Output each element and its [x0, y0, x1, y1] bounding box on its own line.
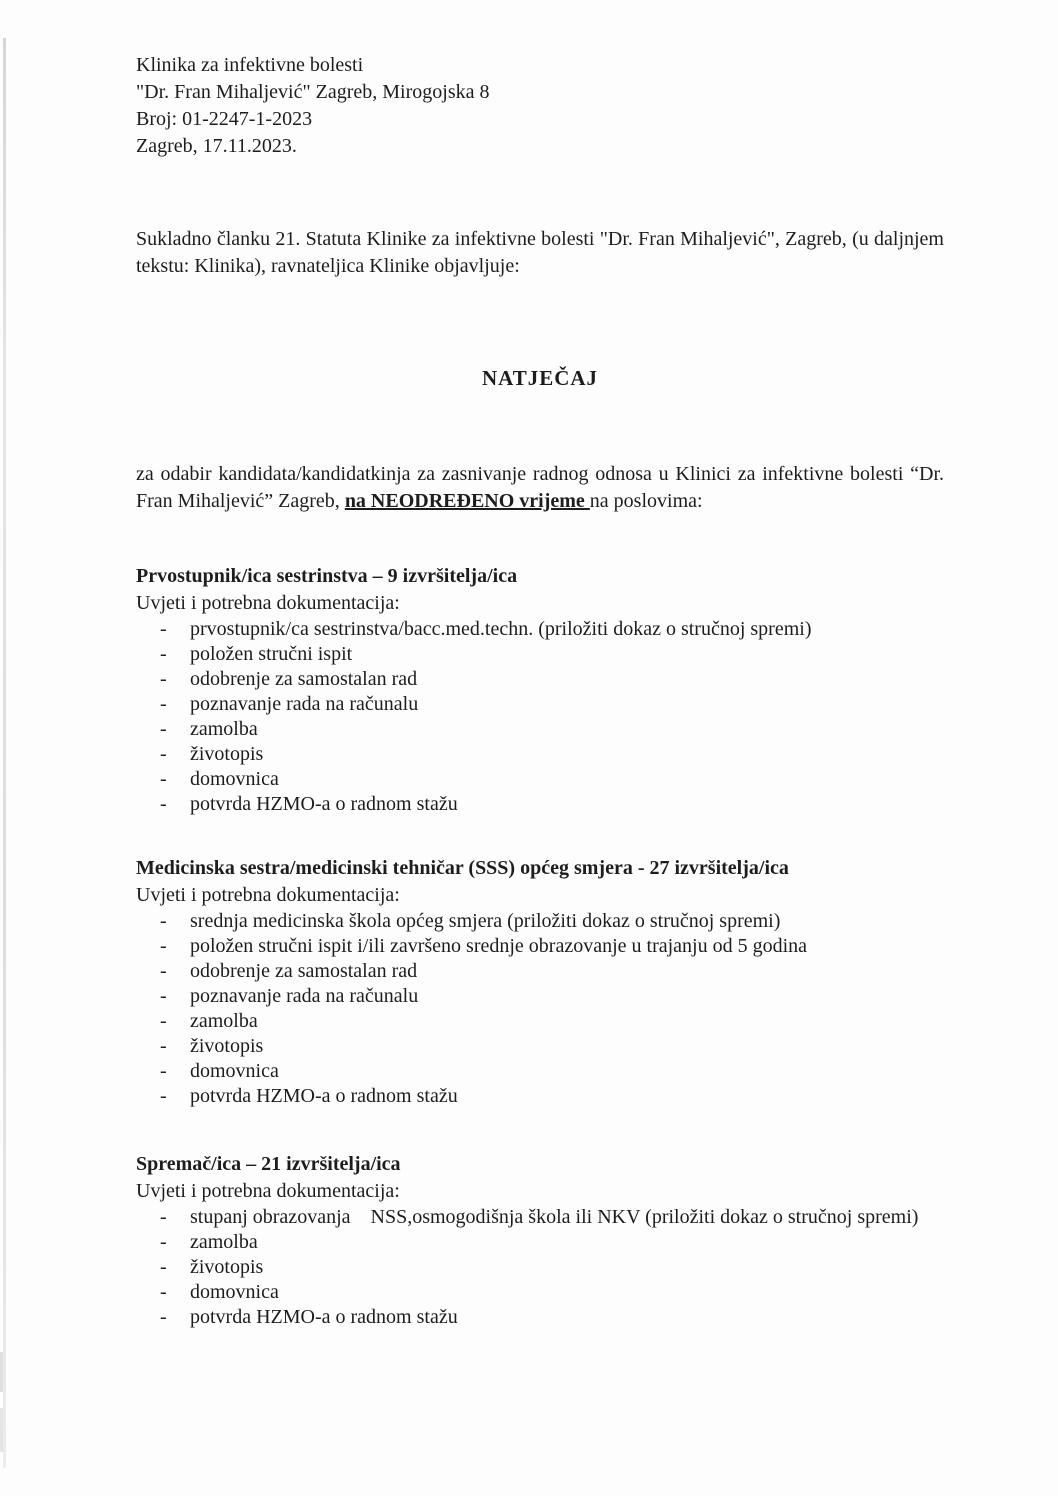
- requirement-item: [136, 1280, 944, 1305]
- requirement-item: [136, 1034, 944, 1059]
- dash-bullet: -: [160, 985, 167, 1007]
- announcement-prefix: za odabir kandidata/kandidatkinja za zasnivanje radnog odnosa u Klinici za infektivne bolesti “Dr. Fran Mihaljević” Zagreb,: [136, 463, 944, 512]
- requirements-label: Uvjeti i potrebna dokumentacija:: [136, 1180, 400, 1202]
- dash-bullet: -: [160, 718, 167, 740]
- requirement-item: [136, 1009, 944, 1034]
- intro-paragraph: Sukladno članku 21. Statuta Klinike za infektivne bolesti "Dr. Fran Mihaljević", Zagreb, (u daljnjem tekstu: Klinika), ravnateljica Klinike objavljuje:: [136, 228, 944, 277]
- requirement-item: [136, 984, 944, 1009]
- dash-bullet: -: [160, 910, 167, 932]
- requirement-text: odobrenje za samostalan rad: [190, 960, 418, 982]
- job-position-heading: Medicinska sestra/medicinski tehničar (SSS) općeg smjera - 27 izvršitelja/ica: [136, 857, 789, 879]
- job-section-spremac: [136, 1151, 944, 1330]
- letterhead: [136, 52, 944, 160]
- requirement-text: životopis: [190, 743, 264, 765]
- requirement-text: položen stručni ispit: [190, 643, 353, 665]
- dash-bullet: -: [160, 668, 167, 690]
- requirement-text: potvrda HZMO-a o radnom stažu: [190, 1306, 458, 1328]
- dash-bullet: -: [160, 743, 167, 765]
- dash-bullet: -: [160, 1306, 167, 1328]
- requirement-item: [136, 959, 944, 984]
- requirement-item: [136, 1305, 944, 1330]
- reference-number: Broj: 01-2247-1-2023: [136, 108, 313, 130]
- requirement-text: zamolba: [190, 1231, 258, 1253]
- requirement-item: [136, 742, 944, 767]
- requirements-label: Uvjeti i potrebna dokumentacija:: [136, 592, 400, 614]
- requirement-text: prvostupnik/ca sestrinstva/bacc.med.techn. (priložiti dokaz o stručnoj spremi): [190, 618, 812, 640]
- dash-bullet: -: [160, 618, 167, 640]
- requirement-text: srednja medicinska škola općeg smjera (priložiti dokaz o stručnoj spremi): [190, 910, 781, 932]
- dash-bullet: -: [160, 1035, 167, 1057]
- requirement-item: [136, 767, 944, 792]
- requirements-list: [136, 1205, 944, 1330]
- requirement-text: životopis: [190, 1256, 264, 1278]
- org-name: Klinika za infektivne bolesti: [136, 54, 364, 76]
- dash-bullet: -: [160, 1256, 167, 1278]
- dash-bullet: -: [160, 1281, 167, 1303]
- org-address: "Dr. Fran Mihaljević" Zagreb, Mirogojska 8: [136, 81, 490, 103]
- dash-bullet: -: [160, 793, 167, 815]
- job-position-heading: Prvostupnik/ica sestrinstva – 9 izvršitelja/ica: [136, 565, 518, 587]
- requirement-text: zamolba: [190, 1010, 258, 1032]
- requirement-item: [136, 642, 944, 667]
- dash-bullet: -: [160, 935, 167, 957]
- requirement-item: [136, 1084, 944, 1109]
- requirement-text: položen stručni ispit i/ili završeno srednje obrazovanje u trajanju od 5 godina: [190, 935, 808, 957]
- job-position-heading: Spremač/ica – 21 izvršitelja/ica: [136, 1153, 401, 1175]
- requirement-item: [136, 1255, 944, 1280]
- requirement-item: [136, 1205, 944, 1230]
- scan-edge-artifact: [3, 38, 6, 1468]
- dash-bullet: -: [160, 1060, 167, 1082]
- dash-bullet: -: [160, 693, 167, 715]
- requirement-text: poznavanje rada na računalu: [190, 985, 419, 1007]
- requirement-item: [136, 1230, 944, 1255]
- employment-term-emphasis: na NEODREĐENO vrijeme: [344, 490, 590, 512]
- requirement-text: stupanj obrazovanja NSS,osmogodišnja škola ili NKV (priložiti dokaz o stručnoj spremi): [190, 1206, 919, 1228]
- dash-bullet: -: [160, 1231, 167, 1253]
- requirements-label: Uvjeti i potrebna dokumentacija:: [136, 884, 400, 906]
- announcement-paragraph: [136, 461, 944, 515]
- dash-bullet: -: [160, 1010, 167, 1032]
- dash-bullet: -: [160, 1085, 167, 1107]
- requirement-text: odobrenje za samostalan rad: [190, 668, 418, 690]
- announcement-suffix: na poslovima:: [589, 490, 703, 512]
- requirement-text: životopis: [190, 1035, 264, 1057]
- requirement-text: domovnica: [190, 1060, 279, 1082]
- document-title: NATJEČAJ: [481, 366, 599, 390]
- requirement-text: domovnica: [190, 1281, 279, 1303]
- requirement-text: domovnica: [190, 768, 279, 790]
- requirement-item: [136, 667, 944, 692]
- requirement-item: [136, 934, 944, 959]
- requirement-text: zamolba: [190, 718, 258, 740]
- dash-bullet: -: [160, 643, 167, 665]
- requirement-text: potvrda HZMO-a o radnom stažu: [190, 1085, 458, 1107]
- job-section-medicinska-sestra: [136, 855, 944, 1109]
- requirement-text: potvrda HZMO-a o radnom stažu: [190, 793, 458, 815]
- requirement-text: poznavanje rada na računalu: [190, 693, 419, 715]
- date-line: Zagreb, 17.11.2023.: [136, 135, 297, 157]
- requirement-item: [136, 717, 944, 742]
- job-section-prvostupnik: [136, 563, 944, 817]
- dash-bullet: -: [160, 768, 167, 790]
- dash-bullet: -: [160, 1206, 167, 1228]
- requirement-item: [136, 692, 944, 717]
- requirement-item: [136, 1059, 944, 1084]
- requirements-list: [136, 909, 944, 1109]
- dash-bullet: -: [160, 960, 167, 982]
- document-content: [136, 52, 944, 1330]
- requirements-list: [136, 617, 944, 817]
- requirement-item: [136, 617, 944, 642]
- requirement-item: [136, 792, 944, 817]
- scan-edge-smudge: [0, 1352, 3, 1392]
- requirement-item: [136, 909, 944, 934]
- scan-edge-smudge: [0, 1408, 3, 1452]
